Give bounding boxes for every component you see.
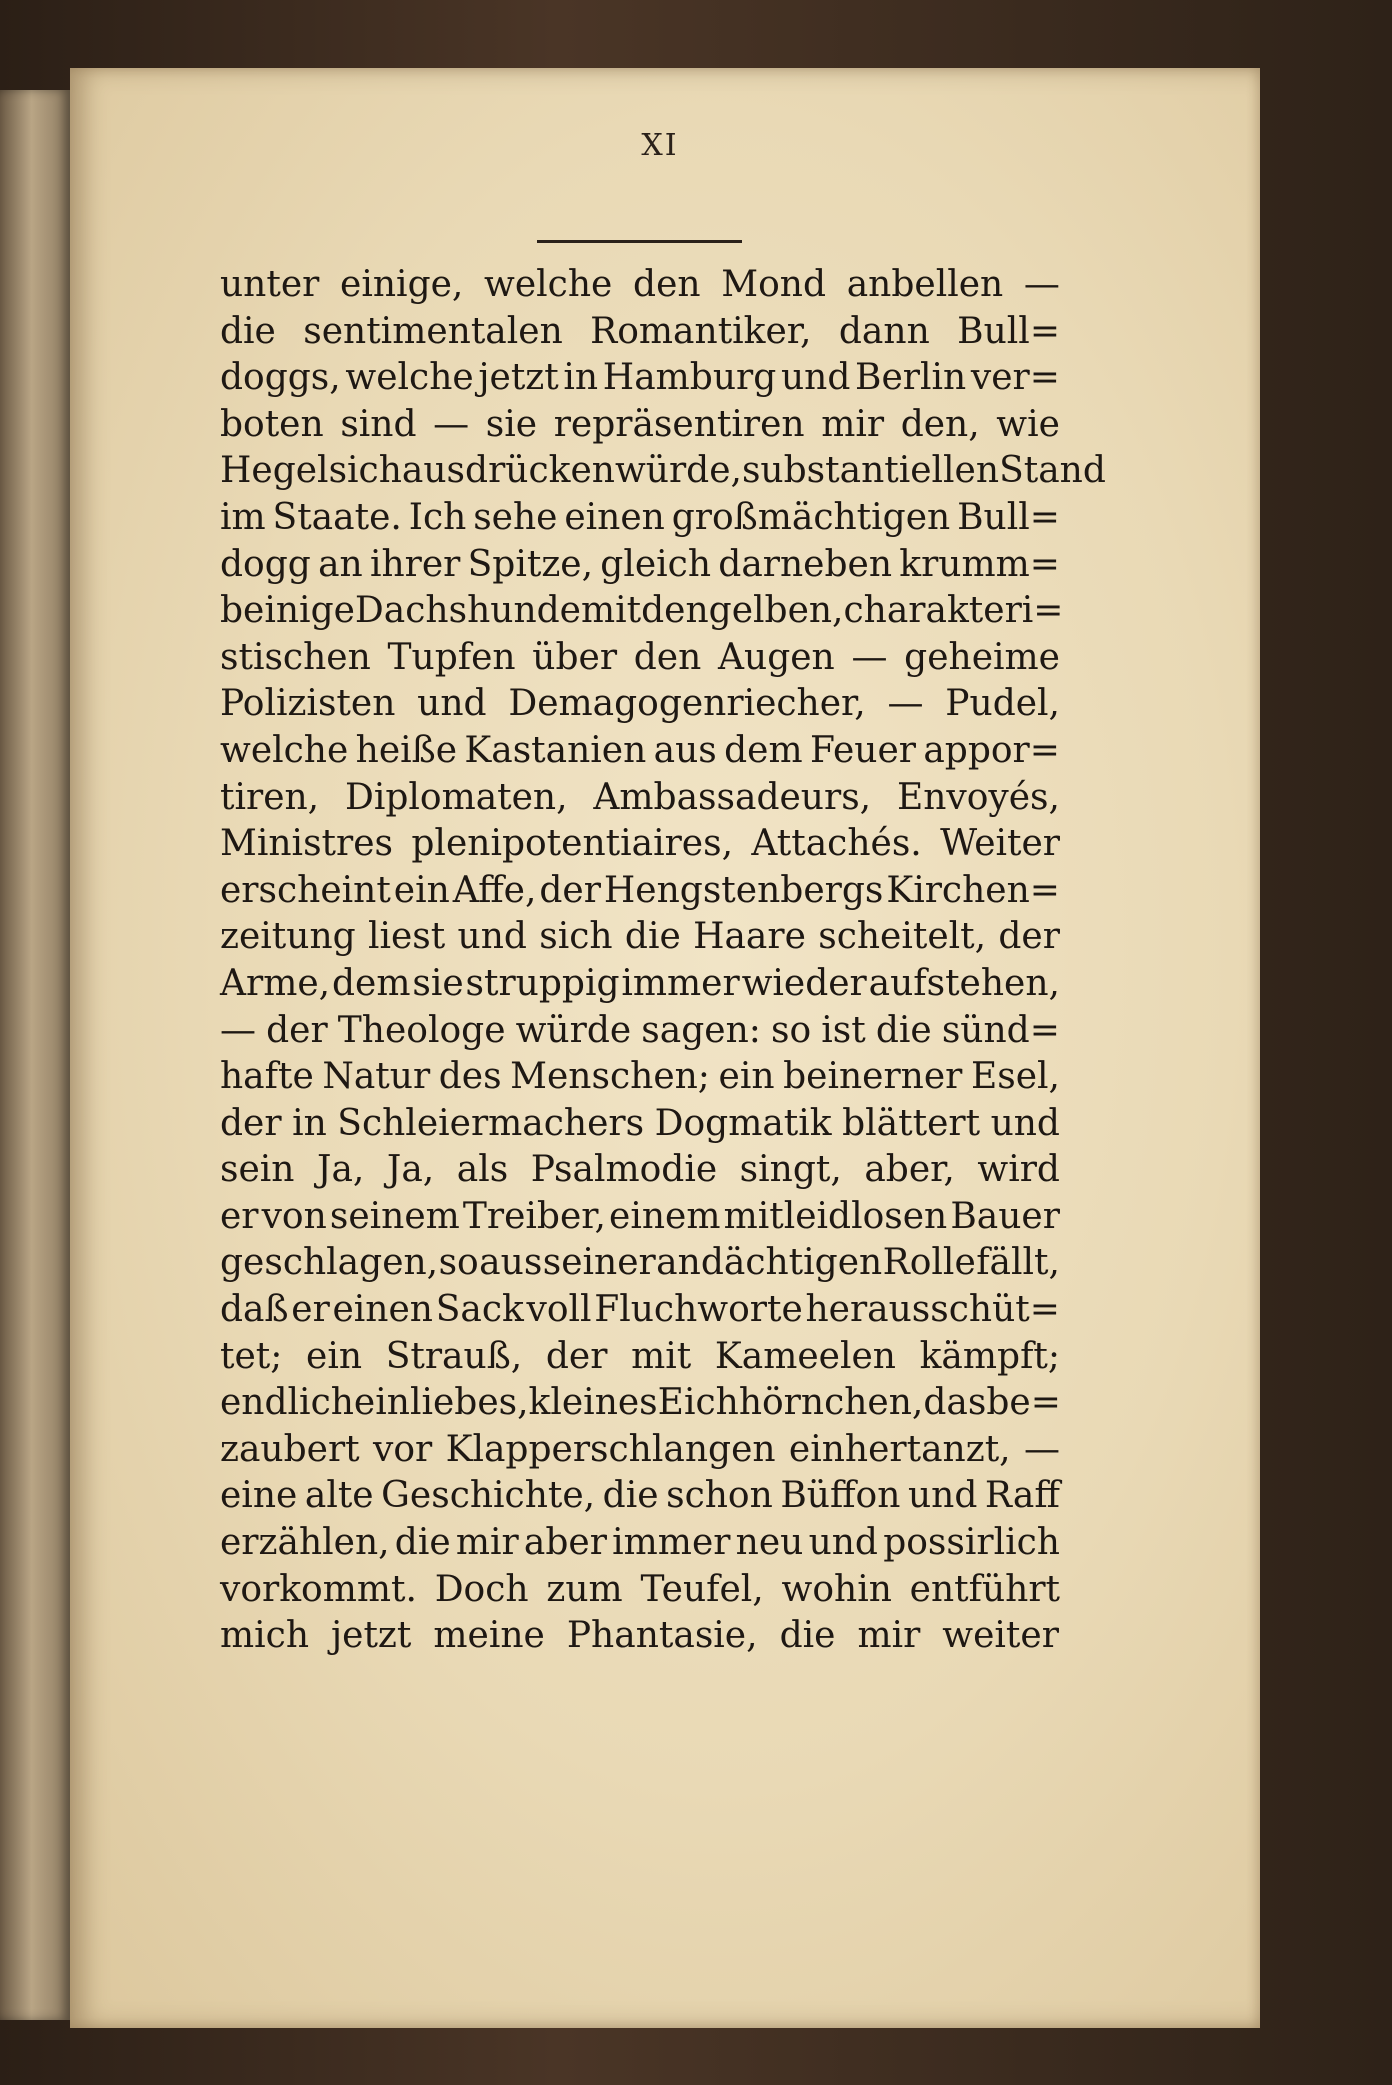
word: singt, bbox=[739, 1149, 842, 1191]
word: Mond bbox=[721, 264, 827, 305]
word: und bbox=[457, 916, 527, 958]
word: mit bbox=[580, 590, 642, 632]
text-line bbox=[220, 868, 1060, 915]
word: einen bbox=[564, 496, 665, 538]
word: ver= bbox=[970, 357, 1060, 399]
word: Kastanien bbox=[464, 729, 647, 771]
text-line bbox=[220, 1473, 1060, 1520]
word: er bbox=[291, 1289, 330, 1331]
word: aus bbox=[479, 1242, 543, 1284]
word: kämpft; bbox=[919, 1335, 1060, 1377]
word: repräsentiren bbox=[553, 403, 805, 445]
word: plenipotentiaires, bbox=[411, 823, 734, 865]
word: sünd= bbox=[941, 1009, 1060, 1051]
word: die bbox=[624, 916, 681, 958]
text-line bbox=[220, 1334, 1060, 1381]
word: — bbox=[887, 683, 924, 725]
word: zum bbox=[546, 1568, 623, 1610]
word: die bbox=[220, 310, 276, 352]
word: immer bbox=[621, 962, 740, 1004]
word: welche bbox=[484, 264, 613, 305]
word: daß bbox=[220, 1289, 289, 1331]
word: liest bbox=[367, 916, 446, 958]
word: Treiber, bbox=[462, 1195, 606, 1237]
text-line bbox=[220, 728, 1060, 775]
word: Strauß, bbox=[385, 1335, 523, 1377]
word: appor= bbox=[923, 729, 1060, 771]
word: seiner bbox=[542, 1242, 656, 1284]
word: Dachshunde bbox=[354, 590, 581, 632]
header-rule bbox=[537, 240, 742, 243]
text-line bbox=[220, 821, 1060, 868]
word: Büffon bbox=[780, 1475, 901, 1517]
word: heiße bbox=[355, 729, 457, 771]
word: sagen: bbox=[641, 1009, 761, 1051]
word: be= bbox=[986, 1382, 1061, 1424]
word: geschlagen, bbox=[220, 1242, 439, 1284]
word: wieder bbox=[741, 962, 867, 1004]
word: neu bbox=[735, 1522, 804, 1564]
text-line bbox=[220, 495, 1060, 542]
text-line bbox=[220, 914, 1060, 961]
word: in bbox=[563, 357, 599, 399]
word: und bbox=[808, 1522, 878, 1564]
word: Diplomaten, bbox=[344, 776, 568, 818]
text-line bbox=[220, 1613, 1060, 1660]
word: würde, bbox=[614, 450, 742, 492]
word: einhertanzt, bbox=[788, 1428, 1011, 1470]
word: boten bbox=[220, 403, 324, 445]
word: geheime bbox=[904, 636, 1060, 678]
text-line bbox=[220, 775, 1060, 822]
word: darneben bbox=[718, 543, 893, 585]
word: fällt, bbox=[976, 1242, 1060, 1284]
word: Polizisten bbox=[220, 683, 396, 725]
word: krumm= bbox=[899, 543, 1060, 585]
word: ausdrücken bbox=[401, 450, 615, 492]
word: Fluchworte bbox=[594, 1289, 803, 1331]
word: als bbox=[456, 1149, 509, 1191]
word: erscheint bbox=[220, 869, 391, 911]
word: blättert bbox=[842, 1102, 981, 1144]
word: entführt bbox=[909, 1568, 1060, 1610]
word: Kameelen bbox=[714, 1335, 896, 1377]
word: Klapperschlangen bbox=[445, 1428, 776, 1470]
word: die bbox=[602, 1475, 659, 1517]
word: meine bbox=[433, 1615, 545, 1657]
word: sich bbox=[328, 450, 402, 492]
text-line bbox=[220, 635, 1060, 682]
word: den bbox=[633, 264, 701, 305]
word: an bbox=[318, 543, 363, 585]
word: sehe bbox=[473, 496, 558, 538]
word: so bbox=[771, 1009, 812, 1051]
word: stischen bbox=[220, 636, 371, 678]
word: charakteri= bbox=[843, 590, 1064, 632]
word: schon bbox=[666, 1475, 773, 1517]
word: der bbox=[998, 916, 1060, 958]
text-line bbox=[220, 1287, 1060, 1334]
word: Ich bbox=[408, 496, 467, 538]
word: Theologe bbox=[337, 1009, 506, 1051]
word: seinem bbox=[329, 1195, 460, 1237]
word: ein bbox=[718, 1056, 775, 1098]
text-line bbox=[220, 961, 1060, 1008]
word: einem bbox=[609, 1195, 721, 1237]
text-line bbox=[220, 1427, 1060, 1474]
word: Attachés. bbox=[751, 823, 922, 865]
word: Kirchen= bbox=[886, 869, 1060, 911]
word: — bbox=[851, 636, 888, 678]
word: Bauer bbox=[950, 1195, 1060, 1237]
word: beinige bbox=[220, 590, 355, 632]
word: Feuer bbox=[809, 729, 916, 771]
text-line bbox=[220, 262, 1060, 309]
word: sentimentalen bbox=[303, 310, 563, 352]
word: der bbox=[266, 1009, 328, 1051]
word: aufstehen, bbox=[868, 962, 1060, 1004]
text-line bbox=[220, 1240, 1060, 1287]
word: doggs, bbox=[220, 357, 341, 399]
word: Demagogenriecher, bbox=[508, 683, 866, 725]
word: Tupfen bbox=[387, 636, 516, 678]
word: zaubert bbox=[220, 1428, 360, 1470]
word: tiren, bbox=[220, 776, 320, 818]
word: Sack bbox=[435, 1289, 524, 1331]
word: der bbox=[220, 1102, 282, 1144]
word: Geschichte, bbox=[381, 1475, 596, 1517]
word: Ja, bbox=[386, 1149, 435, 1191]
word: Ambassadeurs, bbox=[593, 776, 872, 818]
word: welche bbox=[220, 729, 349, 771]
word: Bull= bbox=[957, 310, 1060, 352]
word: Pudel, bbox=[945, 683, 1060, 725]
word: endlich bbox=[220, 1382, 354, 1424]
word: Haare bbox=[693, 916, 806, 958]
word: — bbox=[220, 1009, 256, 1051]
word: sich bbox=[539, 916, 613, 958]
word: mir bbox=[821, 403, 885, 445]
word: und bbox=[417, 683, 487, 725]
word: Spitze, bbox=[467, 543, 594, 585]
word: und bbox=[780, 357, 851, 399]
word: tet; bbox=[220, 1335, 283, 1377]
word: einige, bbox=[340, 264, 464, 305]
word: struppig bbox=[465, 962, 620, 1004]
text-line bbox=[220, 1194, 1060, 1241]
word: andächtigen bbox=[656, 1242, 883, 1284]
text-line bbox=[220, 1380, 1060, 1427]
text-line bbox=[220, 588, 1064, 635]
word: mir bbox=[455, 1522, 519, 1564]
word: welche bbox=[345, 357, 474, 399]
word: des bbox=[438, 1056, 502, 1098]
word: den bbox=[633, 636, 702, 678]
text-line bbox=[220, 1520, 1060, 1567]
word: Ja, bbox=[317, 1149, 365, 1191]
word: dem bbox=[724, 729, 803, 771]
word: erzählen, bbox=[220, 1522, 390, 1564]
word: substantiellen bbox=[741, 450, 1000, 492]
word: anbellen bbox=[846, 264, 1004, 305]
word: — bbox=[433, 403, 470, 445]
word: sein bbox=[220, 1149, 295, 1191]
text-line bbox=[220, 448, 1106, 495]
word: Affe, bbox=[452, 869, 537, 911]
word: der bbox=[539, 869, 601, 911]
word: mich bbox=[220, 1615, 309, 1657]
word: weiter bbox=[942, 1615, 1059, 1657]
word: Dogmatik bbox=[654, 1102, 832, 1144]
word: den bbox=[641, 590, 709, 632]
word: eine bbox=[220, 1475, 298, 1517]
word: ein bbox=[393, 869, 450, 911]
text-line bbox=[220, 1147, 1060, 1194]
text-line bbox=[220, 681, 1060, 728]
word: Teufel, bbox=[640, 1568, 764, 1610]
word: vorkommt. bbox=[220, 1568, 417, 1610]
word: in bbox=[292, 1102, 327, 1144]
text-line bbox=[220, 355, 1060, 402]
word: der bbox=[545, 1335, 608, 1377]
word: sie bbox=[412, 962, 464, 1004]
word: Menschen; bbox=[510, 1056, 710, 1098]
word: voll bbox=[526, 1289, 592, 1331]
word: gelben, bbox=[708, 590, 844, 632]
word: hafte bbox=[220, 1056, 314, 1098]
word: die bbox=[394, 1522, 451, 1564]
page-number: XI bbox=[641, 128, 679, 163]
word: Stand bbox=[999, 450, 1106, 492]
word: Raff bbox=[984, 1475, 1060, 1517]
word: aus bbox=[653, 729, 717, 771]
word: unter bbox=[220, 264, 320, 305]
word: Eichhörnchen, bbox=[657, 1382, 924, 1424]
word: ein bbox=[353, 1382, 410, 1424]
word: mir bbox=[857, 1615, 921, 1657]
word: vor bbox=[372, 1428, 433, 1470]
word: dogg bbox=[220, 543, 311, 585]
word: Hengstenbergs bbox=[603, 869, 884, 911]
text-line bbox=[220, 1008, 1060, 1055]
word: Phantasie, bbox=[566, 1615, 758, 1657]
word: und bbox=[907, 1475, 978, 1517]
word: Envoyés, bbox=[896, 776, 1060, 818]
text-line bbox=[220, 402, 1060, 449]
word: Rolle bbox=[882, 1242, 976, 1284]
word: dann bbox=[838, 310, 930, 352]
word: sie bbox=[485, 403, 538, 445]
word: die bbox=[875, 1009, 932, 1051]
text-line bbox=[220, 1054, 1060, 1101]
word: mit bbox=[631, 1335, 692, 1377]
word: wohin bbox=[781, 1568, 892, 1610]
word: und bbox=[990, 1102, 1060, 1144]
text-line bbox=[220, 1567, 1060, 1614]
word: Arme, bbox=[220, 962, 331, 1004]
text-line bbox=[220, 542, 1060, 589]
word: ist bbox=[821, 1009, 866, 1051]
word: einen bbox=[332, 1289, 433, 1331]
text-line bbox=[220, 309, 1060, 356]
word: ihrer bbox=[369, 543, 461, 585]
word: sind bbox=[340, 403, 417, 445]
word: wie bbox=[996, 403, 1060, 445]
word: zeitung bbox=[220, 916, 356, 958]
word: Weiter bbox=[940, 823, 1060, 865]
word: liebes, bbox=[409, 1382, 529, 1424]
word: dem bbox=[331, 962, 411, 1004]
word: Augen bbox=[718, 636, 835, 678]
word: den, bbox=[900, 403, 980, 445]
word: — bbox=[1023, 1428, 1060, 1470]
word: im bbox=[220, 496, 266, 538]
word: Ministres bbox=[220, 823, 394, 865]
left-page-edge bbox=[0, 90, 70, 2020]
word: Hegel bbox=[220, 450, 329, 492]
word: jetzt bbox=[478, 357, 559, 399]
word: Staate. bbox=[272, 496, 402, 538]
word: mitleidlosen bbox=[723, 1195, 948, 1237]
word: er bbox=[220, 1195, 259, 1237]
word: immer bbox=[612, 1522, 731, 1564]
word: so bbox=[438, 1242, 479, 1284]
word: gleich bbox=[600, 543, 712, 585]
word: Esel, bbox=[970, 1056, 1060, 1098]
body-text bbox=[220, 262, 1106, 1660]
text-line bbox=[220, 1101, 1060, 1148]
word: die bbox=[779, 1615, 836, 1657]
word: scheitelt, bbox=[818, 916, 987, 958]
word: Berlin bbox=[855, 357, 967, 399]
word: jetzt bbox=[331, 1615, 412, 1657]
word: Hamburg bbox=[602, 357, 777, 399]
word: Schleiermachers bbox=[337, 1102, 645, 1144]
word: herausschüt= bbox=[805, 1289, 1060, 1331]
word: wird bbox=[977, 1149, 1060, 1191]
word: aber, bbox=[864, 1149, 955, 1191]
word: alte bbox=[304, 1475, 374, 1517]
word: Romantiker, bbox=[590, 310, 812, 352]
word: beinerner bbox=[783, 1056, 963, 1098]
word: ein bbox=[306, 1335, 363, 1377]
word: Psalmodie bbox=[530, 1149, 718, 1191]
word: von bbox=[261, 1195, 327, 1237]
word: Bull= bbox=[957, 496, 1060, 538]
word: aber bbox=[523, 1522, 607, 1564]
word: possirlich bbox=[883, 1522, 1060, 1564]
word: würde bbox=[515, 1009, 632, 1051]
word: Natur bbox=[322, 1056, 431, 1098]
word: kleines bbox=[528, 1382, 658, 1424]
word: das bbox=[923, 1382, 987, 1424]
word: großmächtigen bbox=[671, 496, 951, 538]
word: über bbox=[532, 636, 618, 678]
word: — bbox=[1023, 264, 1060, 305]
word: Doch bbox=[434, 1568, 529, 1610]
